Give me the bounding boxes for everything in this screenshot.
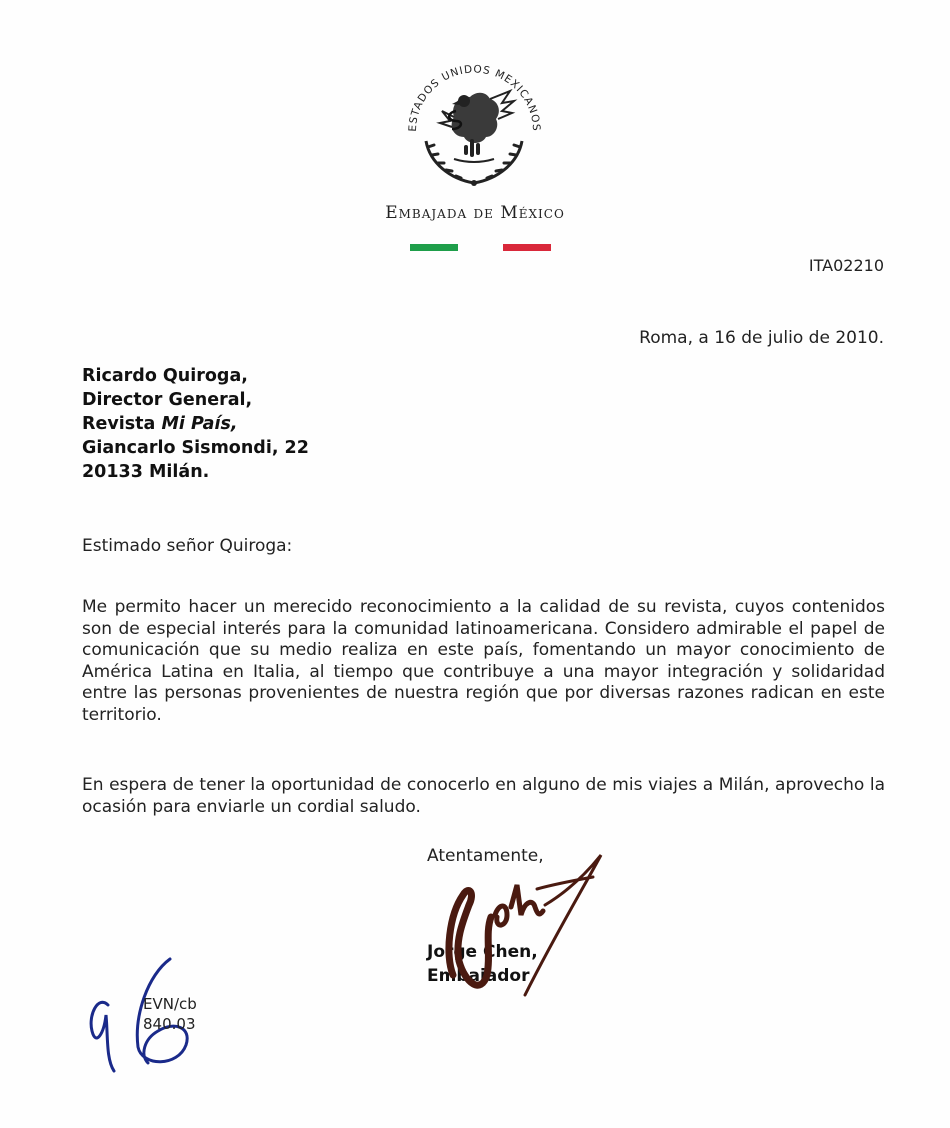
publication-prefix: Revista: [82, 414, 162, 434]
closing-phrase: Atentamente,: [427, 846, 544, 866]
typist-initials: [143, 994, 197, 1034]
body-paragraph-1: Me permito hacer un merecido reconocimiento a la calidad de su revista, cuyos contenidos son de especial interés para la comunidad latinoamericana. Considero admirable el papel de comunicación que su medio realiza en este país, fomentando un mayor conocimiento de América Latina en Italia, al tiempo que contribuye a una mayor integración y solidaridad entre las personas provenientes de nuestra región que por diversas razones radican en este territorio.: [82, 597, 885, 725]
recipient-publication: [82, 412, 309, 436]
recipient-city: 20133 Milán.: [82, 462, 210, 482]
embassy-name-heading: Embajada de México: [385, 203, 565, 223]
initials-line-2: 840.03: [143, 1015, 196, 1033]
signer-title: Embajador: [427, 966, 530, 986]
flag-red-bar: [503, 244, 551, 251]
recipient-street: Giancarlo Sismondi, 22: [82, 438, 309, 458]
initials-line-1: EVN/cb: [143, 995, 197, 1013]
reference-number: ITA02210: [808, 256, 884, 275]
signer-name: Jorge Chen,: [427, 942, 538, 962]
body-paragraph-2: En espera de tener la oportunidad de conocerlo en alguno de mis viajes a Milán, aprovecho la ocasión para enviarle un cordial saludo.: [82, 775, 885, 817]
recipient-address-block: [82, 364, 309, 484]
salutation: Estimado señor Quiroga:: [82, 536, 293, 556]
mexican-coat-of-arms-seal: [402, 55, 547, 195]
flag-green-bar: [410, 244, 458, 251]
recipient-position: Director General,: [82, 390, 253, 410]
recipient-name: Ricardo Quiroga,: [82, 366, 248, 386]
letter-date: Roma, a 16 de julio de 2010.: [639, 328, 884, 348]
handwritten-signature: [425, 845, 610, 1015]
publication-name: Mi País,: [161, 414, 238, 434]
svg-text:ESTADOS UNIDOS MEXICANOS: ESTADOS UNIDOS MEXICANOS: [406, 63, 543, 132]
